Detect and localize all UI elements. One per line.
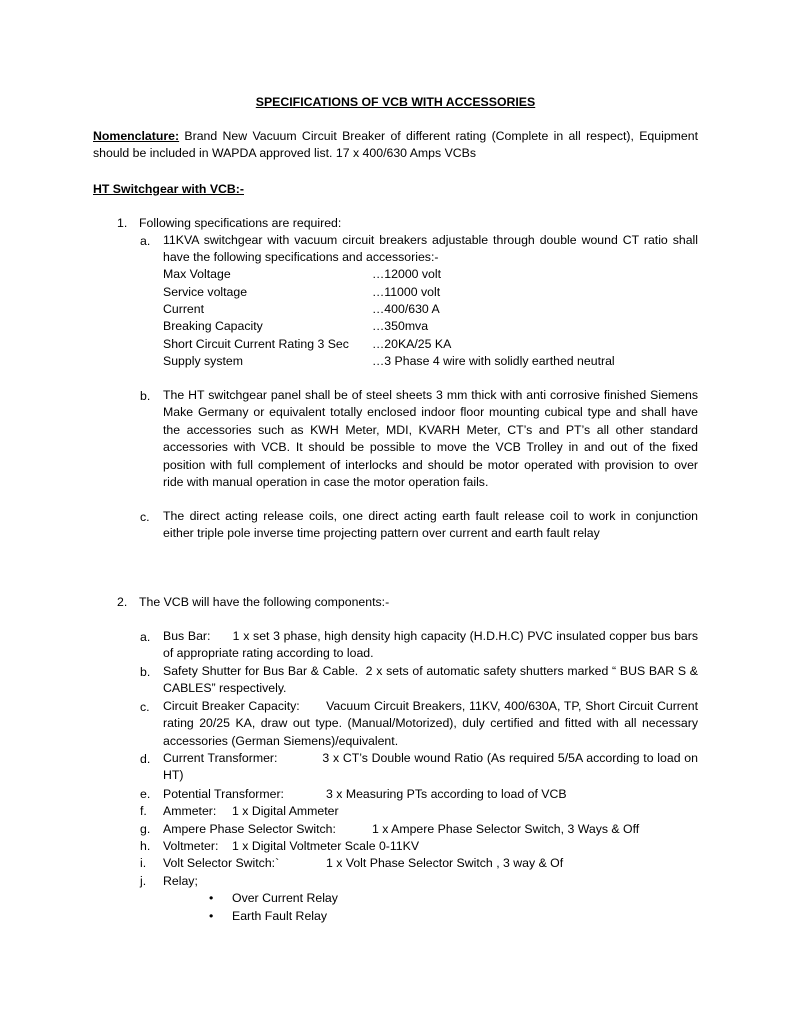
component-label: Safety Shutter for Bus Bar & Cable. [163,664,359,678]
component-marker: a. [140,630,151,644]
component-marker: d. [140,752,151,766]
item-2-number: 2. [117,595,128,609]
document-title: SPECIFICATIONS OF VCB WITH ACCESSORIES [255,95,536,109]
component-marker: c. [140,700,150,714]
component-safety-shutter [163,663,698,698]
bullet-icon: • [209,891,214,905]
spec-label: Service voltage [163,285,248,299]
spec-label: Supply system [163,354,243,368]
component-circuit-breaker [163,698,698,750]
component-label: Volt Selector Switch:` [163,856,280,870]
component-text: 1 x Digital Voltmeter Scale 0-11KV [232,839,420,853]
component-marker: g. [140,822,151,836]
spec-value: …20KA/25 KA [372,337,452,351]
component-marker: i. [140,856,147,870]
bullet-icon: • [209,909,214,923]
spec-value: …400/630 A [372,302,440,316]
component-label: Bus Bar: [163,629,211,643]
spec-label: Max Voltage [163,267,231,281]
component-marker: e. [140,787,151,801]
component-text: 2 x sets of automatic safety shutters marked “ BUS BAR S & CABLES” respectively. [163,664,698,696]
spec-label: Short Circuit Current Rating 3 Sec [163,337,349,351]
component-text: 1 x Volt Phase Selector Switch , 3 way & Of [326,856,564,870]
component-text: Vacuum Circuit Breakers, 11KV, 400/630A, TP, Short Circuit Current rating 20/25 KA, draw out type. (Manual/Motorized), duly certified and fitted with all necessary accessories (German Siemens)/equivalent. [163,699,698,748]
item-1c-marker: c. [140,510,150,524]
nomenclature-paragraph [93,128,698,163]
item-1-text: Following specifications are required: [139,216,342,230]
item-1-number: 1. [117,216,128,230]
component-marker: h. [140,839,151,853]
spec-label: Breaking Capacity [163,319,263,333]
component-bus-bar [163,628,698,663]
section-heading: HT Switchgear with VCB:- [93,182,244,196]
component-label: Relay; [163,874,198,888]
spec-value: …11000 volt [372,285,441,299]
spec-value: …350mva [372,319,429,333]
relay-item: Earth Fault Relay [232,909,328,923]
component-label: Circuit Breaker Capacity: [163,699,300,713]
item-1c-text: The direct acting release coils, one direct acting earth fault release coil to work in conjunction either triple pole inverse time projecting pattern over current and earth fault relay [163,509,698,541]
item-1a-text: 11KVA switchgear with vacuum circuit breakers adjustable through double wound CT ratio shall have the following specifications and accessories:- [163,233,698,265]
component-label: Ampere Phase Selector Switch: [163,822,336,836]
component-marker: j. [140,874,147,888]
item-1b-text: The HT switchgear panel shall be of steel sheets 3 mm thick with anti corrosive finished Siemens Make Germany or equivalent totally enclosed indoor floor mounting cubical type and shall have the accessories such as KWH Meter, MDI, KVARH Meter, CT’s and PT’s all other standard accessories with VCB. It should be possible to move the VCB Trolley in and out of the fixed position with full complement of interlocks and should be motor operated with provision to over ride with manual operation in case the motor operation fails. [163,388,698,490]
item-1a-marker: a. [140,234,151,248]
spec-label: Current [163,302,205,316]
item-1b-marker: b. [140,389,151,403]
component-marker: b. [140,665,151,679]
component-label: Current Transformer: [163,751,278,765]
component-text: 3 x Measuring PTs according to load of VCB [326,787,567,801]
component-text: 3 x CT’s Double wound Ratio (As required 5/5A according to load on HT) [163,751,698,783]
spec-value: …3 Phase 4 wire with solidly earthed neutral [372,354,615,368]
component-text: 1 x Digital Ammeter [232,804,339,818]
component-text: 1 x set 3 phase, high density high capacity (H.D.H.C) PVC insulated copper bus bars of appropriate rating according to load. [163,629,698,661]
item-2-text: The VCB will have the following components:- [139,595,390,609]
component-marker: f. [140,804,147,818]
nomenclature-label: Nomenclature: [93,129,180,143]
component-text: 1 x Ampere Phase Selector Switch, 3 Ways & Off [372,822,640,836]
component-label: Voltmeter: [163,839,219,853]
relay-item: Over Current Relay [232,891,338,905]
component-current-transformer [163,750,698,785]
component-label: Ammeter: [163,804,217,818]
nomenclature-text: Brand New Vacuum Circuit Breaker of different rating (Complete in all respect), Equipment should be included in WAPDA approved list. 17 x 400/630 Amps VCBs [93,129,698,161]
spec-value: …12000 volt [372,267,442,281]
component-label: Potential Transformer: [163,787,284,801]
